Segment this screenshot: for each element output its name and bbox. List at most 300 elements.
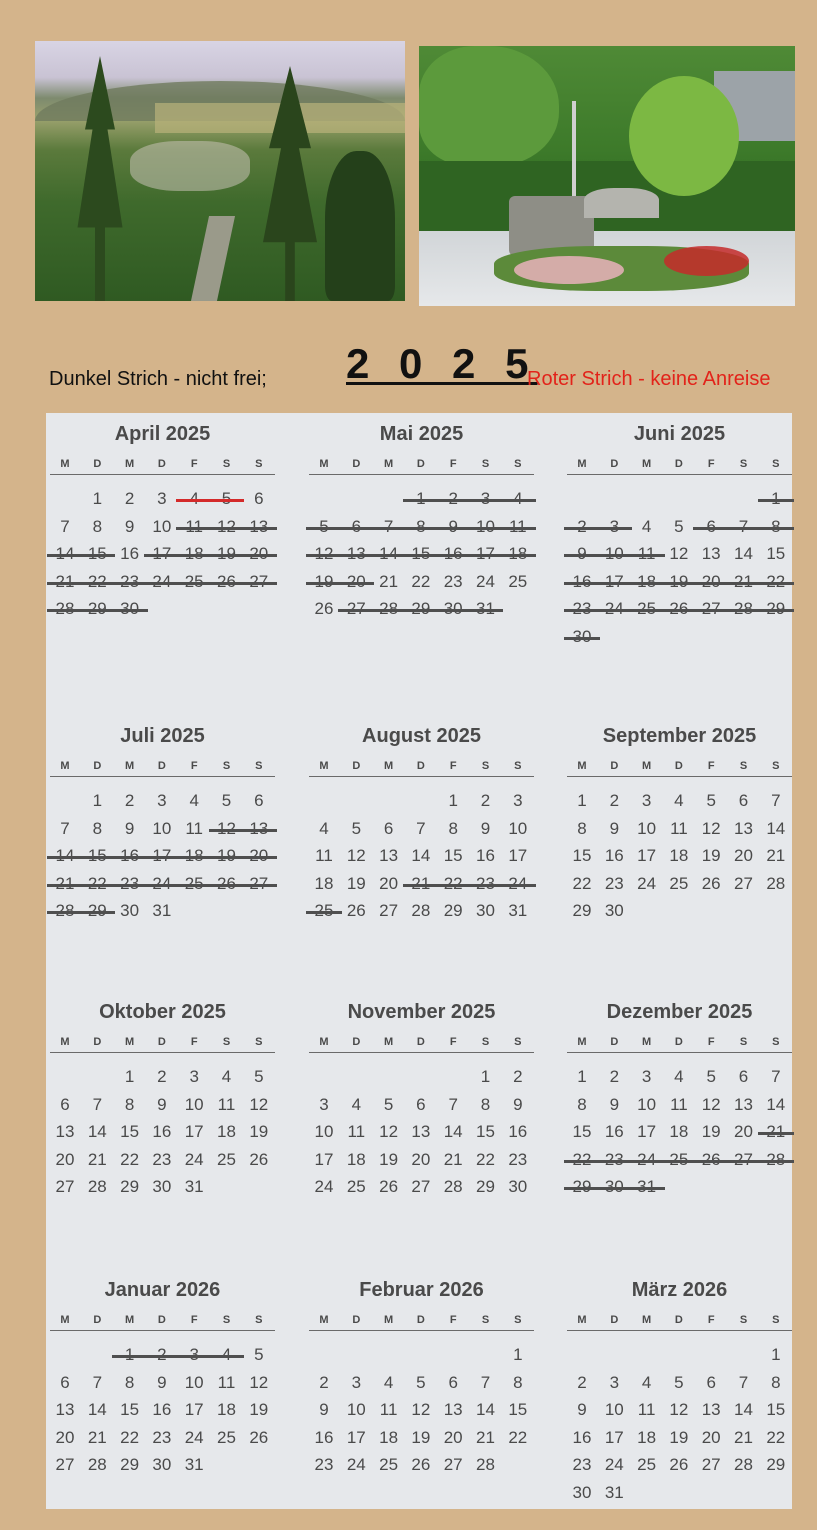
- weekday-label: S: [514, 458, 522, 470]
- day-cell: 7: [738, 1372, 749, 1392]
- day-cell: 8: [513, 1372, 523, 1392]
- weekday-label: S: [255, 760, 263, 772]
- weekday-label: D: [416, 760, 425, 772]
- weekday-label: F: [707, 458, 715, 470]
- day-cell: 27: [55, 1177, 75, 1196]
- pink-roses: [514, 256, 624, 284]
- day-cell: 30: [120, 901, 140, 920]
- day-cell: 2: [609, 1067, 620, 1086]
- weekday-label: D: [674, 1036, 683, 1048]
- day-cell: 9: [609, 818, 620, 838]
- day-cell: 6: [254, 791, 264, 810]
- stone-bridge: [584, 188, 659, 218]
- day-cell: 20: [55, 1149, 75, 1169]
- booked-line: [112, 1355, 245, 1358]
- no-arrival-line: [176, 499, 244, 502]
- day-cell: 5: [383, 1094, 394, 1114]
- day-cell: 5: [706, 791, 716, 810]
- day-cell: 17: [637, 1122, 657, 1141]
- booked-line: [306, 554, 536, 557]
- day-cell: 6: [738, 1067, 749, 1086]
- weekday-label: D: [352, 1036, 361, 1048]
- day-cell: 10: [314, 1122, 334, 1141]
- booked-line: [758, 1132, 794, 1135]
- day-cell: 1: [513, 1345, 523, 1364]
- day-cell: 8: [480, 1094, 491, 1114]
- weekday-label: D: [157, 458, 166, 470]
- day-cell: 8: [577, 818, 587, 838]
- day-cell: 7: [771, 791, 781, 810]
- day-cell: 16: [120, 544, 140, 563]
- day-cell: 6: [738, 791, 749, 810]
- weekday-label: M: [384, 1036, 394, 1048]
- header-divider: [50, 1330, 275, 1331]
- day-cell: 23: [152, 1427, 172, 1447]
- header-divider: [309, 474, 534, 475]
- day-cell: 28: [766, 873, 786, 893]
- day-cell: 12: [669, 544, 689, 563]
- day-cell: 1: [577, 1067, 587, 1086]
- day-cell: 29: [120, 1177, 140, 1196]
- day-cell: 9: [124, 818, 135, 838]
- weekday-label: S: [739, 1314, 748, 1326]
- weekday-label: F: [190, 458, 198, 470]
- day-cell: 19: [379, 1149, 399, 1169]
- day-cell: 14: [476, 1400, 495, 1419]
- weekday-label: D: [610, 760, 619, 772]
- day-cell: 21: [87, 1149, 107, 1169]
- day-cell: 6: [706, 1372, 716, 1392]
- day-cell: 31: [184, 1455, 204, 1474]
- day-cell: 6: [60, 1372, 70, 1392]
- day-cell: 13: [379, 846, 399, 865]
- day-cell: 11: [185, 818, 204, 838]
- day-cell: 28: [476, 1455, 495, 1474]
- day-cell: 12: [669, 1400, 689, 1419]
- booked-line: [176, 527, 277, 530]
- day-cell: 9: [157, 1094, 167, 1114]
- weekday-label: F: [190, 1314, 198, 1326]
- weekday-label: S: [772, 1314, 780, 1326]
- day-cell: 8: [92, 516, 103, 536]
- day-cell: 5: [254, 1345, 264, 1364]
- weekday-label: D: [416, 1314, 425, 1326]
- day-cell: 26: [346, 901, 366, 920]
- day-cell: 19: [249, 1122, 269, 1141]
- weekday-label: S: [739, 1036, 748, 1048]
- day-cell: 15: [572, 1122, 592, 1141]
- day-cell: 29: [120, 1455, 140, 1474]
- day-cell: 24: [476, 571, 495, 591]
- day-cell: 26: [669, 1455, 689, 1474]
- day-cell: 31: [604, 1482, 624, 1502]
- year-title: 2 0 2 5: [346, 340, 538, 387]
- day-cell: 13: [55, 1122, 75, 1141]
- day-cell: 17: [637, 846, 657, 865]
- weekday-label: M: [384, 760, 394, 772]
- header-divider: [567, 1052, 792, 1053]
- day-cell: 22: [411, 571, 431, 591]
- day-cell: 2: [124, 791, 135, 810]
- weekday-label: M: [642, 1036, 652, 1048]
- weekday-label: S: [481, 760, 490, 772]
- day-cell: 23: [152, 1149, 172, 1169]
- weekday-label: M: [125, 1036, 135, 1048]
- day-cell: 12: [701, 818, 721, 838]
- day-cell: 9: [513, 1094, 523, 1114]
- day-cell: 27: [734, 873, 753, 893]
- day-cell: 18: [379, 1427, 399, 1447]
- weekday-label: F: [190, 1036, 198, 1048]
- day-cell: 7: [480, 1372, 491, 1392]
- day-cell: 22: [508, 1427, 528, 1447]
- day-cell: 29: [766, 1455, 786, 1474]
- day-cell: 10: [184, 1094, 204, 1114]
- day-cell: 11: [379, 1400, 398, 1419]
- booked-line: [47, 911, 115, 914]
- day-cell: 12: [249, 1094, 269, 1114]
- day-cell: 3: [157, 489, 167, 508]
- legend-dark-line: Dunkel Strich - nicht frei;: [49, 368, 267, 390]
- booked-line: [564, 609, 794, 612]
- weekday-label: M: [60, 458, 70, 470]
- booked-line: [47, 582, 277, 585]
- day-cell: 11: [217, 1094, 236, 1114]
- day-cell: 23: [572, 1455, 592, 1474]
- day-cell: 5: [674, 1372, 684, 1392]
- day-cell: 16: [604, 846, 624, 865]
- day-cell: 20: [379, 873, 399, 893]
- day-cell: 13: [443, 1400, 463, 1419]
- month-title: Juli 2025: [120, 725, 205, 747]
- weekday-label: D: [157, 760, 166, 772]
- booked-line: [564, 582, 794, 585]
- booked-line: [564, 527, 632, 530]
- day-cell: 1: [92, 791, 103, 810]
- weekday-label: S: [222, 760, 231, 772]
- weekday-label: M: [577, 458, 587, 470]
- day-cell: 22: [476, 1149, 495, 1169]
- day-cell: 4: [189, 791, 199, 810]
- day-cell: 16: [572, 1427, 592, 1447]
- month-title: Oktober 2025: [99, 1001, 226, 1023]
- day-cell: 16: [152, 1122, 172, 1141]
- weekday-label: S: [739, 458, 748, 470]
- legend-red-line: Roter Strich - keine Anreise: [527, 368, 771, 390]
- day-cell: 21: [476, 1427, 495, 1447]
- day-cell: 25: [379, 1455, 399, 1474]
- day-cell: 17: [604, 1427, 624, 1447]
- day-cell: 1: [124, 1067, 135, 1086]
- day-cell: 22: [766, 1427, 786, 1447]
- day-cell: 6: [383, 818, 394, 838]
- day-cell: 10: [637, 818, 657, 838]
- day-cell: 13: [55, 1400, 75, 1419]
- day-cell: 15: [766, 544, 786, 563]
- weekday-label: M: [319, 1036, 329, 1048]
- day-cell: 4: [383, 1372, 394, 1392]
- day-cell: 10: [604, 1400, 624, 1419]
- weekday-label: M: [60, 1036, 70, 1048]
- day-cell: 18: [217, 1122, 236, 1141]
- day-cell: 9: [609, 1094, 620, 1114]
- birch-tree: [629, 76, 739, 196]
- weekday-label: M: [577, 760, 587, 772]
- day-cell: 4: [351, 1094, 362, 1114]
- day-cell: 31: [152, 901, 172, 920]
- header-divider: [50, 474, 275, 475]
- day-cell: 4: [641, 1372, 652, 1392]
- day-cell: 1: [577, 791, 587, 810]
- day-cell: 24: [637, 873, 657, 893]
- day-cell: 11: [347, 1122, 366, 1141]
- day-cell: 25: [637, 1455, 657, 1474]
- day-cell: 20: [55, 1427, 75, 1447]
- day-cell: 21: [379, 571, 399, 591]
- month-title: März 2026: [631, 1279, 728, 1301]
- day-cell: 7: [92, 1094, 103, 1114]
- month-title: Juni 2025: [633, 423, 726, 445]
- weekday-label: M: [319, 458, 329, 470]
- day-cell: 8: [124, 1372, 135, 1392]
- weekday-label: S: [514, 760, 522, 772]
- day-cell: 8: [771, 1372, 781, 1392]
- weekday-label: F: [449, 1036, 457, 1048]
- day-cell: 7: [60, 818, 70, 838]
- day-cell: 9: [124, 516, 135, 536]
- weekday-label: S: [772, 760, 780, 772]
- booked-line: [47, 856, 277, 859]
- road: [191, 216, 235, 301]
- day-cell: 10: [152, 818, 172, 838]
- weekday-label: D: [352, 1314, 361, 1326]
- day-cell: 19: [669, 1427, 689, 1447]
- day-cell: 26: [411, 1455, 431, 1474]
- day-cell: 7: [92, 1372, 103, 1392]
- day-cell: 21: [766, 846, 786, 865]
- day-cell: 27: [701, 1455, 721, 1474]
- day-cell: 20: [701, 1427, 721, 1447]
- weekday-label: M: [319, 760, 329, 772]
- weekday-label: D: [352, 760, 361, 772]
- day-cell: 24: [604, 1455, 624, 1474]
- booked-line: [403, 884, 536, 887]
- day-cell: 5: [221, 791, 232, 810]
- weekday-label: D: [416, 458, 425, 470]
- day-cell: 4: [319, 818, 329, 838]
- day-cell: 30: [604, 901, 624, 920]
- day-cell: 31: [508, 901, 528, 920]
- weekday-label: D: [93, 760, 102, 772]
- weekday-label: S: [255, 458, 263, 470]
- booked-line: [758, 499, 794, 502]
- booked-line: [338, 609, 503, 612]
- day-cell: 20: [734, 1122, 753, 1141]
- day-cell: 28: [411, 901, 431, 920]
- day-cell: 19: [346, 873, 366, 893]
- day-cell: 14: [87, 1400, 107, 1419]
- day-cell: 4: [641, 516, 652, 536]
- day-cell: 13: [701, 544, 721, 563]
- weekday-label: D: [674, 760, 683, 772]
- day-cell: 2: [319, 1372, 329, 1392]
- day-cell: 2: [609, 791, 620, 810]
- day-cell: 9: [577, 1400, 587, 1419]
- day-cell: 7: [60, 516, 70, 536]
- day-cell: 2: [577, 1372, 587, 1392]
- weekday-label: S: [772, 458, 780, 470]
- day-cell: 6: [448, 1372, 458, 1392]
- day-cell: 1: [448, 791, 458, 810]
- day-cell: 3: [351, 1372, 362, 1392]
- month-title: Dezember 2025: [606, 1001, 753, 1023]
- day-cell: 4: [674, 1067, 684, 1086]
- day-cell: 15: [443, 846, 463, 865]
- day-cell: 25: [669, 873, 689, 893]
- weekday-label: M: [642, 1314, 652, 1326]
- day-cell: 18: [669, 1122, 689, 1141]
- day-cell: 10: [184, 1372, 204, 1392]
- calendar-sheet: [46, 413, 792, 1509]
- day-cell: 5: [351, 818, 362, 838]
- day-cell: 19: [701, 846, 721, 865]
- weekday-label: F: [707, 1314, 715, 1326]
- day-cell: 12: [379, 1122, 399, 1141]
- month-title: Februar 2026: [359, 1279, 484, 1301]
- day-cell: 3: [513, 791, 523, 810]
- day-cell: 8: [448, 818, 458, 838]
- day-cell: 16: [604, 1122, 624, 1141]
- day-cell: 3: [157, 791, 167, 810]
- day-cell: 8: [577, 1094, 587, 1114]
- month-title: November 2025: [347, 1001, 496, 1023]
- day-cell: 29: [443, 901, 463, 920]
- day-cell: 14: [411, 846, 431, 865]
- day-cell: 22: [572, 873, 592, 893]
- day-cell: 15: [120, 1122, 140, 1141]
- day-cell: 1: [480, 1067, 491, 1086]
- day-cell: 28: [443, 1177, 463, 1196]
- day-cell: 3: [641, 1067, 652, 1086]
- booked-line: [693, 527, 794, 530]
- day-cell: 2: [157, 1067, 167, 1086]
- weekday-label: S: [255, 1036, 263, 1048]
- booked-line: [306, 911, 342, 914]
- village-houses: [130, 141, 250, 191]
- day-cell: 30: [572, 1482, 592, 1502]
- weekday-label: M: [125, 458, 135, 470]
- day-cell: 1: [771, 1345, 781, 1364]
- weekday-label: M: [577, 1314, 587, 1326]
- day-cell: 9: [480, 818, 491, 838]
- weekday-label: S: [255, 1314, 263, 1326]
- day-cell: 17: [346, 1427, 366, 1447]
- day-cell: 16: [152, 1400, 172, 1419]
- day-cell: 4: [221, 1067, 232, 1086]
- day-cell: 26: [379, 1177, 399, 1196]
- day-cell: 24: [314, 1177, 334, 1196]
- day-cell: 18: [669, 846, 689, 865]
- weekday-label: M: [642, 458, 652, 470]
- day-cell: 29: [572, 901, 592, 920]
- day-cell: 24: [184, 1149, 204, 1169]
- day-cell: 15: [766, 1400, 786, 1419]
- day-cell: 21: [734, 1427, 753, 1447]
- day-cell: 13: [411, 1122, 431, 1141]
- day-cell: 26: [249, 1427, 269, 1447]
- day-cell: 28: [87, 1455, 107, 1474]
- day-cell: 2: [513, 1067, 523, 1086]
- day-cell: 14: [734, 1400, 753, 1419]
- booked-line: [564, 1187, 665, 1190]
- day-cell: 30: [508, 1177, 528, 1196]
- day-cell: 30: [152, 1455, 172, 1474]
- weekday-label: D: [93, 1036, 102, 1048]
- day-cell: 23: [314, 1455, 334, 1474]
- day-cell: 19: [249, 1400, 269, 1419]
- weekday-label: S: [514, 1314, 522, 1326]
- weekday-label: M: [125, 1314, 135, 1326]
- weekday-label: D: [157, 1036, 166, 1048]
- day-cell: 11: [670, 1094, 688, 1114]
- weekday-label: S: [222, 1314, 231, 1326]
- day-cell: 15: [508, 1400, 528, 1419]
- weekday-label: F: [190, 760, 198, 772]
- day-cell: 3: [609, 1372, 620, 1392]
- weekday-label: M: [642, 760, 652, 772]
- day-cell: 14: [766, 818, 786, 838]
- header-divider: [567, 776, 792, 777]
- day-cell: 10: [152, 516, 172, 536]
- day-cell: 16: [508, 1122, 528, 1141]
- day-cell: 24: [184, 1427, 204, 1447]
- weekday-label: D: [610, 1036, 619, 1048]
- header-divider: [567, 1330, 792, 1331]
- weekday-label: F: [707, 760, 715, 772]
- day-cell: 4: [674, 791, 684, 810]
- month-title: August 2025: [362, 725, 481, 747]
- day-cell: 18: [346, 1149, 366, 1169]
- day-cell: 14: [766, 1094, 786, 1114]
- day-cell: 30: [152, 1177, 172, 1196]
- day-cell: 27: [55, 1455, 75, 1474]
- weekday-label: D: [93, 1314, 102, 1326]
- weekday-label: S: [514, 1036, 522, 1048]
- day-cell: 20: [411, 1149, 431, 1169]
- day-cell: 14: [87, 1122, 107, 1141]
- day-cell: 2: [480, 791, 491, 810]
- day-cell: 24: [346, 1455, 366, 1474]
- header-divider: [309, 1052, 534, 1053]
- day-cell: 7: [416, 818, 426, 838]
- day-cell: 11: [315, 846, 333, 865]
- day-cell: 15: [120, 1400, 140, 1419]
- day-cell: 10: [508, 818, 528, 838]
- booked-line: [144, 554, 277, 557]
- day-cell: 22: [120, 1149, 140, 1169]
- month-title: Januar 2026: [104, 1279, 221, 1301]
- day-cell: 12: [701, 1094, 721, 1114]
- day-cell: 8: [92, 818, 103, 838]
- day-cell: 27: [443, 1455, 463, 1474]
- weekday-label: F: [449, 1314, 457, 1326]
- booked-line: [403, 499, 536, 502]
- booked-line: [47, 609, 148, 612]
- day-cell: 26: [701, 873, 721, 893]
- day-cell: 5: [254, 1067, 264, 1086]
- day-cell: 9: [157, 1372, 167, 1392]
- header-divider: [309, 776, 534, 777]
